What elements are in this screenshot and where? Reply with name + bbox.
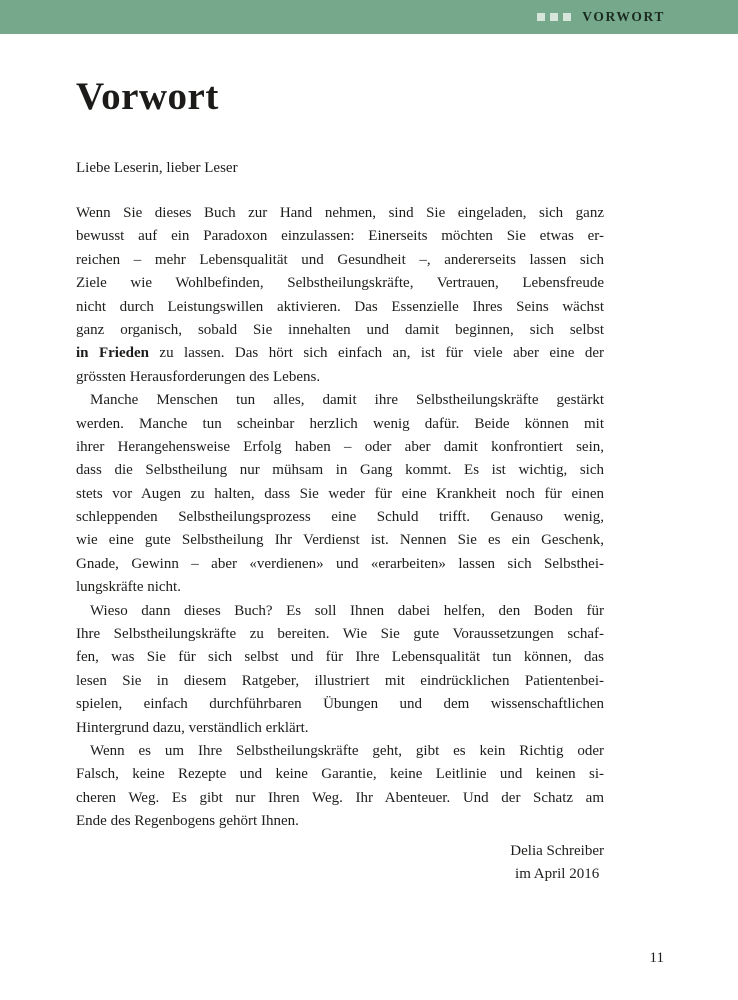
signature-inner (510, 840, 604, 887)
paragraph-line: Ende des Regenbogens gehört Ihnen. (76, 813, 299, 830)
paragraph-line: Manche Menschen tun alles, damit ihre Selbstheilungskräfte gestärkt (90, 392, 604, 409)
paragraph-line: werden. Manche tun scheinbar herzlich wenig dafür. Beide können mit (76, 415, 604, 432)
signature-date: im April 2016 (515, 865, 600, 882)
paragraph-line: dass die Selbstheilung nur mühsam in Gang kommt. Es ist wichtig, sich (76, 462, 604, 479)
paragraph-line: lungskräfte nicht. (76, 579, 181, 596)
square-bullet-icon (537, 13, 545, 21)
paragraph-line: Wenn es um Ihre Selbstheilungskräfte geht, gibt es kein Richtig oder (90, 742, 604, 759)
paragraph-line: Wenn Sie dieses Buch zur Hand nehmen, sind Sie eingeladen, sich ganz (76, 205, 604, 221)
paragraph-line (76, 342, 604, 365)
page-number: 11 (649, 950, 664, 966)
paragraph-line: Ihre Selbstheilungskräfte zu bereiten. Wie Sie gute Voraussetzungen schaf- (76, 626, 604, 643)
paragraph (76, 600, 604, 740)
running-header (0, 0, 738, 34)
paragraph-line: ihrer Herangehensweise Erfolg haben – oder aber damit konfrontiert sein, (76, 438, 604, 455)
paragraph-line: cheren Weg. Es gibt nur Ihren Weg. Ihr Abenteuer. Und der Schatz am (76, 789, 604, 806)
paragraph-line: grössten Herausforderungen des Lebens. (76, 368, 321, 385)
paragraph-line: ganz organisch, sobald Sie innehalten und damit beginnen, sich selbst (76, 321, 604, 338)
signature-block (76, 840, 604, 887)
paragraph-line: wie eine gute Selbstheilung Ihr Verdienst ist. Nennen Sie es ein Geschenk, (76, 532, 604, 549)
paragraph-line: Ziele wie Wohlbefinden, Selbstheilungskräfte, Vertrauen, Lebensfreude (76, 275, 604, 292)
paragraph-line: Wieso dann dieses Buch? Es soll Ihnen dabei helfen, den Boden für (90, 602, 604, 619)
paragraph (76, 202, 604, 389)
signature-name: Delia Schreiber (510, 842, 604, 859)
paragraph (76, 740, 604, 834)
body-paragraphs (76, 202, 604, 834)
paragraph-line: Gnade, Gewinn – aber «verdienen» und «erarbeiten» lassen sich Selbsthei- (76, 555, 604, 572)
paragraph-line: fen, was Sie für sich selbst und für Ihre Lebensqualität tun können, das (76, 649, 604, 666)
paragraph-line: spielen, einfach durchführbaren Übungen und dem wissenschaftlichen (76, 696, 604, 713)
paragraph-line: schleppenden Selbstheilungsprozess eine Schuld trifft. Genauso wenig, (76, 509, 604, 526)
salutation-line: Liebe Leserin, lieber Leser (76, 160, 238, 176)
text: zu lassen. Das hört sich einfach an, ist für viele aber eine der (148, 345, 604, 362)
paragraph-line: Falsch, keine Rezepte und keine Garantie, keine Leitlinie und keinen si- (76, 766, 604, 783)
square-bullet-icon (563, 13, 571, 21)
chapter-title: Vorwort (76, 75, 219, 118)
running-head-label: VORWORT (582, 9, 665, 24)
paragraph-line: Hintergrund dazu, verständlich erklärt. (76, 719, 309, 736)
square-bullet-icon (550, 13, 558, 21)
paragraph-line: bewusst auf ein Paradoxon einzulassen: Einerseits möchten Sie etwas er- (76, 228, 604, 245)
paragraph (76, 389, 604, 600)
paragraph-line: lesen Sie in diesem Ratgeber, illustriert mit eindrücklichen Patientenbei- (76, 672, 604, 689)
paragraph-line: reichen – mehr Lebensqualität und Gesundheit –, andererseits lassen sich (76, 251, 604, 268)
paragraph-line: nicht durch Leistungswillen aktivieren. Das Essenzielle Ihres Seins wächst (76, 298, 604, 315)
page-content (76, 34, 604, 886)
bold-text: in Frieden (76, 345, 149, 362)
paragraph-line: stets vor Augen zu halten, dass Sie weder für eine Krankheit noch für einen (76, 485, 604, 502)
